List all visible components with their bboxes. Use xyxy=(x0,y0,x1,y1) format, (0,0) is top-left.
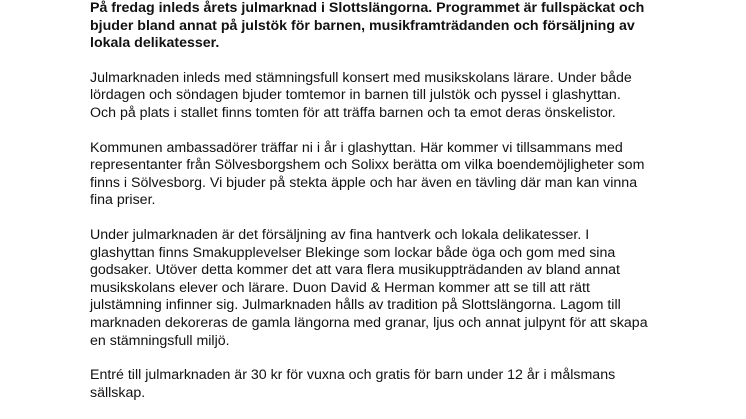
text-line: finns i Sölvesborg. Vi bjuder på stekta äpple och har även en tävling där man kan vinna xyxy=(90,174,638,191)
text-line: Under julmarknaden är det försäljning av fina hantverk och lokala delikatesser. I xyxy=(90,226,590,243)
text-line: marknaden dekoreras de gamla längorna med granar, ljus och annat julpynt för att skapa xyxy=(90,314,648,331)
paragraph-concert xyxy=(90,70,730,123)
lead-paragraph xyxy=(90,0,730,53)
text-line: fina priser. xyxy=(90,192,156,209)
text-line: Kommunen ambassadörer träffar ni i år i glashyttan. Här kommer vi tillsammans med xyxy=(90,139,623,156)
text-line: glashyttan finns Smakupplevelser Blekinge som lockar både öga och gom med sina xyxy=(90,244,616,261)
text-line: godsaker. Utöver detta kommer det att vara flera musikuppträdanden av bland annat xyxy=(90,262,620,279)
text-line: musikskolans elever och lärare. Duon David & Herman kommer att se till att rätt xyxy=(90,279,590,296)
text-line: julstämning infinner sig. Julmarknaden hålls av tradition på Slottslängorna. Lagom till xyxy=(90,297,621,314)
paragraph-market xyxy=(90,227,730,350)
text-line: representanter från Sölvesborgshem och Solixx berätta om vilka boendemöjligheter som xyxy=(90,157,645,174)
text-line: bjuder bland annat på julstök för barnen, musikframträdanden och försäljning av xyxy=(90,17,635,34)
text-line: sällskap. xyxy=(90,384,146,401)
text-line: Julmarknaden inleds med stämningsfull konsert med musikskolans lärare. Under både xyxy=(90,69,632,86)
document-body xyxy=(90,0,730,419)
paragraph-entrance xyxy=(90,367,730,402)
text-line: Och på plats i stallet finns tomten för att träffa barnen och ta emot deras önskelistor. xyxy=(90,104,616,121)
text-line: en stämningsfull miljö. xyxy=(90,332,230,349)
text-line: Entré till julmarknaden är 30 kr för vuxna och gratis för barn under 12 år i målsmans xyxy=(90,367,616,384)
paragraph-ambassadors xyxy=(90,140,730,210)
text-line: lördagen och söndagen bjuder tomtemor in barnen till julstök och pyssel i glashyttan. xyxy=(90,87,621,104)
text-line: På fredag inleds årets julmarknad i Slottslängorna. Programmet är fullspäckat och xyxy=(90,0,645,16)
text-line: lokala delikatesser. xyxy=(90,35,220,52)
